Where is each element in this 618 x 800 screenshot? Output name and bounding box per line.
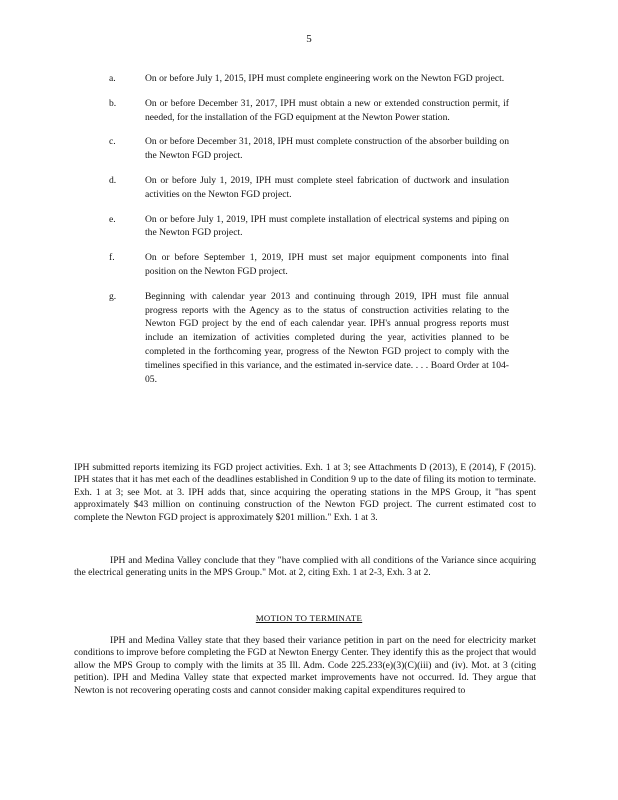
paragraph-conclusion: IPH and Medina Valley conclude that they "have complied with all conditions of the Variance since acquiring the electrical generating units in the MPS Group." Mot. at 2, citing Exh. 1 at 2-3, Exh. 3 at 2. — [74, 555, 536, 579]
list-item — [109, 213, 509, 241]
list-item-text: On or before December 31, 2018, IPH must complete construction of the absorber building on the Newton FGD project. — [145, 136, 509, 162]
paragraph-reports: IPH submitted reports itemizing its FGD project activities. Exh. 1 at 3; see Attachments D (2013), E (2014), F (2015). IPH states that it has met each of the deadlines established in Condition 9 up to the date of filing its motion to terminate. Exh. 1 at 3; see Mot. at 3. IPH adds that, since acquiring the operating stations in the MPS Group, it "has spent approximately $43 million on continuing construction of the Newton FGD project. The current estimated cost to complete the Newton FGD project is approximately $201 million." Exh. 1 at 3. — [74, 462, 536, 523]
list-item — [109, 251, 509, 279]
list-marker: e. — [109, 213, 116, 225]
section-heading-text: MOTION TO TERMINATE — [255, 613, 363, 623]
list-marker: d. — [109, 174, 117, 186]
list-item-text: On or before December 31, 2017, IPH must obtain a new or extended construction permit, if needed, for the installation of the FGD equipment at the Newton Power station. — [145, 97, 509, 123]
list-marker: c. — [109, 136, 116, 148]
list-item-text: On or before September 1, 2019, IPH must set major equipment components into final position on the Newton FGD project. — [145, 252, 509, 277]
list-item — [109, 135, 509, 163]
condition-list — [109, 72, 509, 397]
paragraph-motion: IPH and Medina Valley state that they based their variance petition in part on the need for electricity market conditions to improve before completing the FGD at Newton Energy Center. They identify this as the project that would allow the MPS Group to comply with the limits at 35 Ill. Adm. Code 225.233(e)(3)(C)(iii) and (iv). Mot. at 3 (citing petition). IPH and Medina Valley state that expected market improvements have not occurred. Id. They argue that Newton is not recovering operating costs and cannot consider making capital expenditures required to — [74, 635, 536, 696]
list-item-text: On or before July 1, 2015, IPH must complete engineering work on the Newton FGD project. — [145, 73, 505, 84]
list-item — [109, 174, 509, 202]
list-item-text: On or before July 1, 2019, IPH must complete installation of electrical systems and piping on the Newton FGD project. — [145, 213, 509, 239]
list-marker: a. — [109, 73, 116, 84]
list-item — [109, 290, 509, 387]
list-item — [109, 97, 509, 125]
list-marker: b. — [109, 97, 117, 109]
list-item — [109, 72, 509, 86]
list-marker: g. — [109, 290, 117, 302]
list-item-text: Beginning with calendar year 2013 and continuing through 2019, IPH must file annual progress reports with the Agency as to the status of construction activities relating to the Newton FGD project by the end of each calendar year. IPH's annual progress reports must include an itemization of activities completed during the year, activities planned to be completed in the forthcoming year, progress of the Newton FGD project to comply with the timelines specified in this variance, and the estimated in-service date. . . . Board Order at 104-05. — [145, 290, 509, 385]
list-item-text: On or before July 1, 2019, IPH must complete steel fabrication of ductwork and insulation activities on the Newton FGD project. — [145, 174, 509, 200]
section-heading — [0, 613, 618, 623]
page-number: 5 — [306, 33, 312, 45]
list-marker: f. — [109, 252, 115, 264]
